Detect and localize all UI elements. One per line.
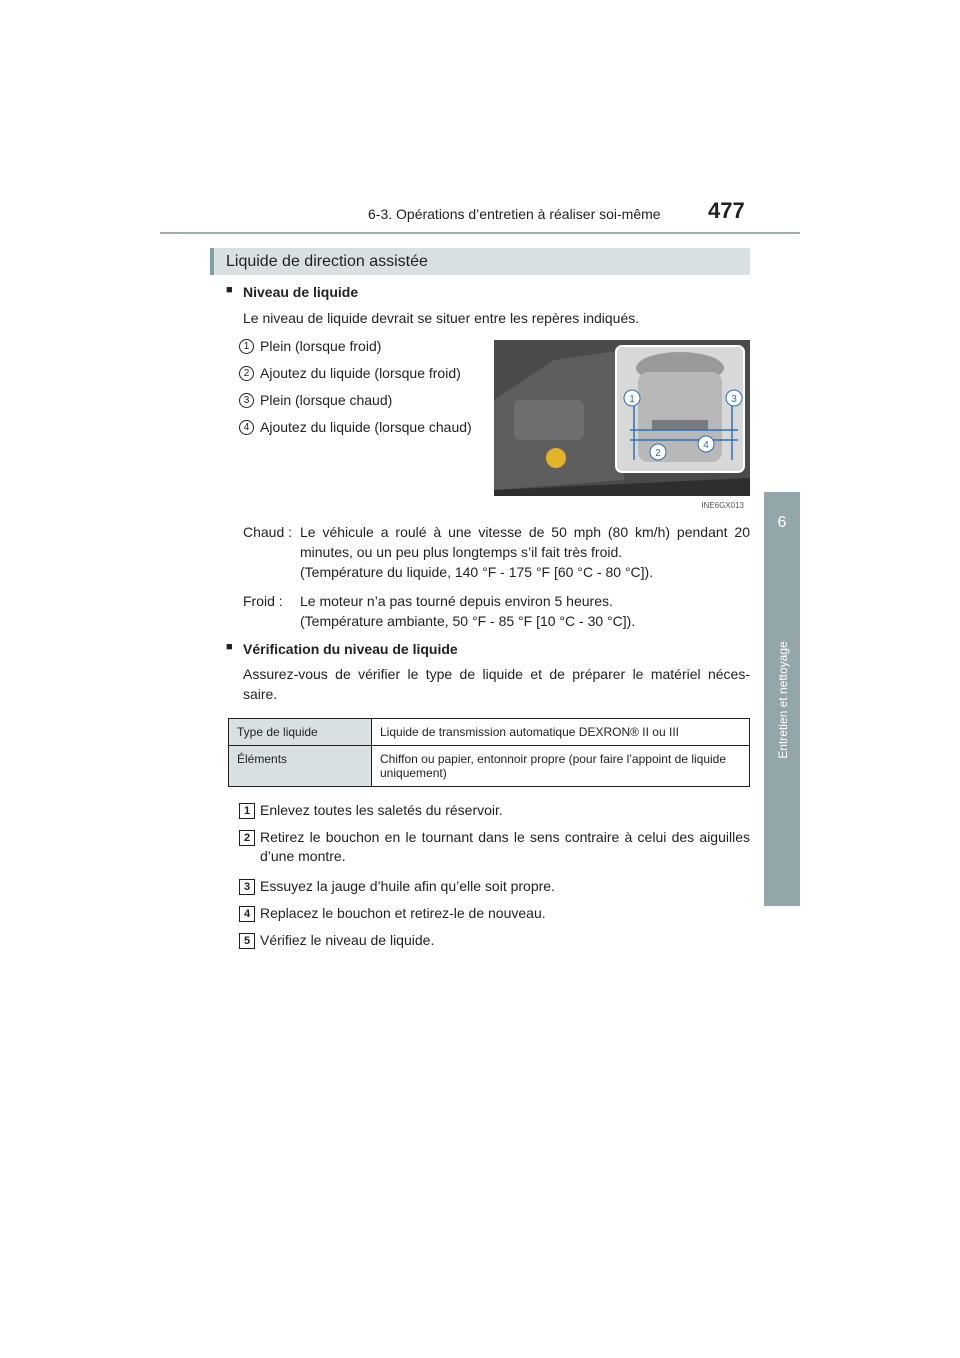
fluid-spec-table (228, 718, 750, 787)
step-3-text: Essuyez la jauge d’huile afin qu’elle soit propre. (260, 878, 555, 894)
marker-4-label: Ajoutez du liquide (lorsque chaud) (260, 419, 472, 435)
step-4-number: 4 (239, 906, 255, 922)
step-3-number: 3 (239, 879, 255, 895)
engine-bay-graphic (494, 340, 750, 512)
table-key: Type de liquide (229, 719, 372, 746)
marker-4: 4 (239, 420, 254, 435)
step-2-text: Retirez le bouchon en le tournant dans le sens contraire à celui des aiguilles d’une montre. (260, 829, 750, 864)
step-2-number: 2 (239, 830, 255, 846)
chapter-number: 6 (777, 514, 787, 531)
step-1-number: 1 (239, 803, 255, 819)
marker-3-label: Plein (lorsque chaud) (260, 392, 393, 408)
marker-2: 2 (239, 366, 254, 381)
table-row (229, 719, 750, 746)
header-rule (160, 232, 800, 234)
marker-2-label: Ajoutez du liquide (lorsque froid) (260, 365, 461, 381)
illustration-marker-1: 1 (629, 394, 635, 405)
hot-label: Chaud : (243, 524, 293, 540)
table-row (229, 746, 750, 787)
hot-line-3: (Température du liquide, 140 °F - 175 °F [60 °C - 80 °C]). (300, 564, 654, 580)
page-number: 477 (708, 198, 745, 223)
level-intro: Le niveau de liquide devrait se situer entre les repères indiqués. (243, 310, 640, 326)
table-key: Éléments (229, 746, 372, 787)
marker-1-label: Plein (lorsque froid) (260, 338, 382, 354)
section-title: Liquide de direction assistée (210, 248, 750, 275)
check-intro-line-1: Assurez-vous de vérifier le type de liquide et de préparer le matériel néces- (243, 666, 750, 682)
step-5-text: Vérifiez le niveau de liquide. (260, 932, 435, 948)
step-5-number: 5 (239, 933, 255, 949)
illustration-marker-4: 4 (703, 440, 709, 451)
hot-line-1: Le véhicule a roulé à une vitesse de 50 mph (80 km/h) pendant 20 (300, 524, 750, 540)
illustration-marker-2: 2 (655, 448, 661, 459)
level-heading: ■ Niveau de liquide (243, 284, 358, 300)
illustration-marker-3: 3 (731, 394, 737, 405)
table-value: Liquide de transmission automatique DEXRON® II ou III (372, 719, 750, 746)
cold-line-2: (Température ambiante, 50 °F - 85 °F [10 °C - 30 °C]). (300, 613, 636, 629)
cold-line-1: Le moteur n’a pas tourné depuis environ 5 heures. (300, 593, 613, 609)
check-heading: ■ Vérification du niveau de liquide (243, 641, 458, 657)
image-code: INE6GX013 (701, 501, 744, 510)
marker-1: 1 (239, 339, 254, 354)
cold-label: Froid : (243, 593, 283, 609)
engine-reservoir-illustration (494, 340, 750, 512)
step-4-text: Replacez le bouchon et retirez-le de nouveau. (260, 905, 546, 921)
table-value: Chiffon ou papier, entonnoir propre (pour faire l’appoint de liquide uniquement) (372, 746, 750, 787)
hot-line-2: minutes, ou un peu plus longtemps s’il fait très froid. (300, 544, 623, 560)
step-1-text: Enlevez toutes les saletés du réservoir. (260, 802, 503, 818)
check-intro-line-2: saire. (243, 686, 278, 702)
header-section-title: 6-3. Opérations d’entretien à réaliser soi-même (368, 206, 661, 222)
marker-3: 3 (239, 393, 254, 408)
